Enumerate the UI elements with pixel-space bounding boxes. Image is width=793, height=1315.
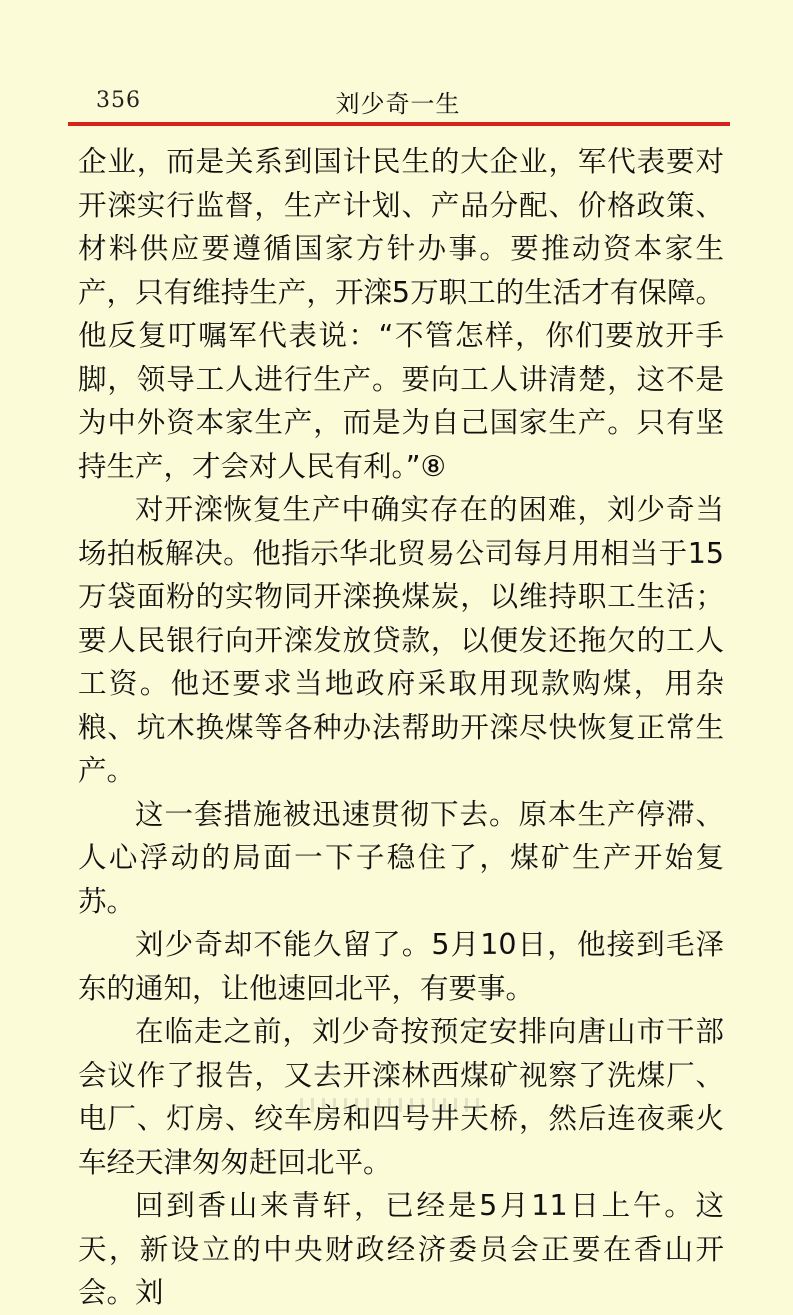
page-header (68, 82, 728, 122)
paragraph: 回到香山来青轩，已经是5月11日上午。这天，新设立的中央财政经济委员会正要在香山开会。刘 (78, 1189, 724, 1309)
paragraph: 对开滦恢复生产中确实存在的困难，刘少奇当场拍板解决。他指示华北贸易公司每月用相当于15万袋面粉的实物同开滦换煤炭，以维持职工生活；要人民银行向开滦发放贷款，以便发还拖欠的工人工资。他还要求当地政府采取用现款购煤，用杂粮、坑木换煤等各种办法帮助开滦尽快恢复正常生产。 (78, 493, 724, 787)
scan-artifact (300, 1098, 480, 1112)
paragraph: 刘少奇却不能久留了。5月10日，他接到毛泽东的通知，让他速回北平，有要事。 (78, 928, 724, 1005)
paragraph: 企业，而是关系到国计民生的大企业，军代表要对开滦实行监督，生产计划、产品分配、价格政策、材料供应要遵循国家方针办事。要推动资本家生产，只有维持生产，开滦5万职工的生活才有保障。他反复叮嘱军代表说：“不管怎样，你们要放开手脚，领导工人进行生产。要向工人讲清楚，这不是为中外资本家生产，而是为自己国家生产。只有坚持生产，才会对人民有利。”⑧ (78, 145, 724, 483)
paragraph: 在临走之前，刘少奇按预定安排向唐山市干部会议作了报告，又去开滦林西煤矿视察了洗煤厂、电厂、灯房、绞车房和四号井天桥，然后连夜乘火车经天津匆匆赶回北平。 (78, 1015, 724, 1179)
header-rule (68, 122, 730, 126)
page-number: 356 (96, 88, 141, 113)
body-text (78, 140, 724, 1315)
paragraph: 这一套措施被迅速贯彻下去。原本生产停滞、人心浮动的局面一下子稳住了，煤矿生产开始复苏。 (78, 797, 724, 918)
running-title: 刘少奇一生 (335, 90, 461, 118)
